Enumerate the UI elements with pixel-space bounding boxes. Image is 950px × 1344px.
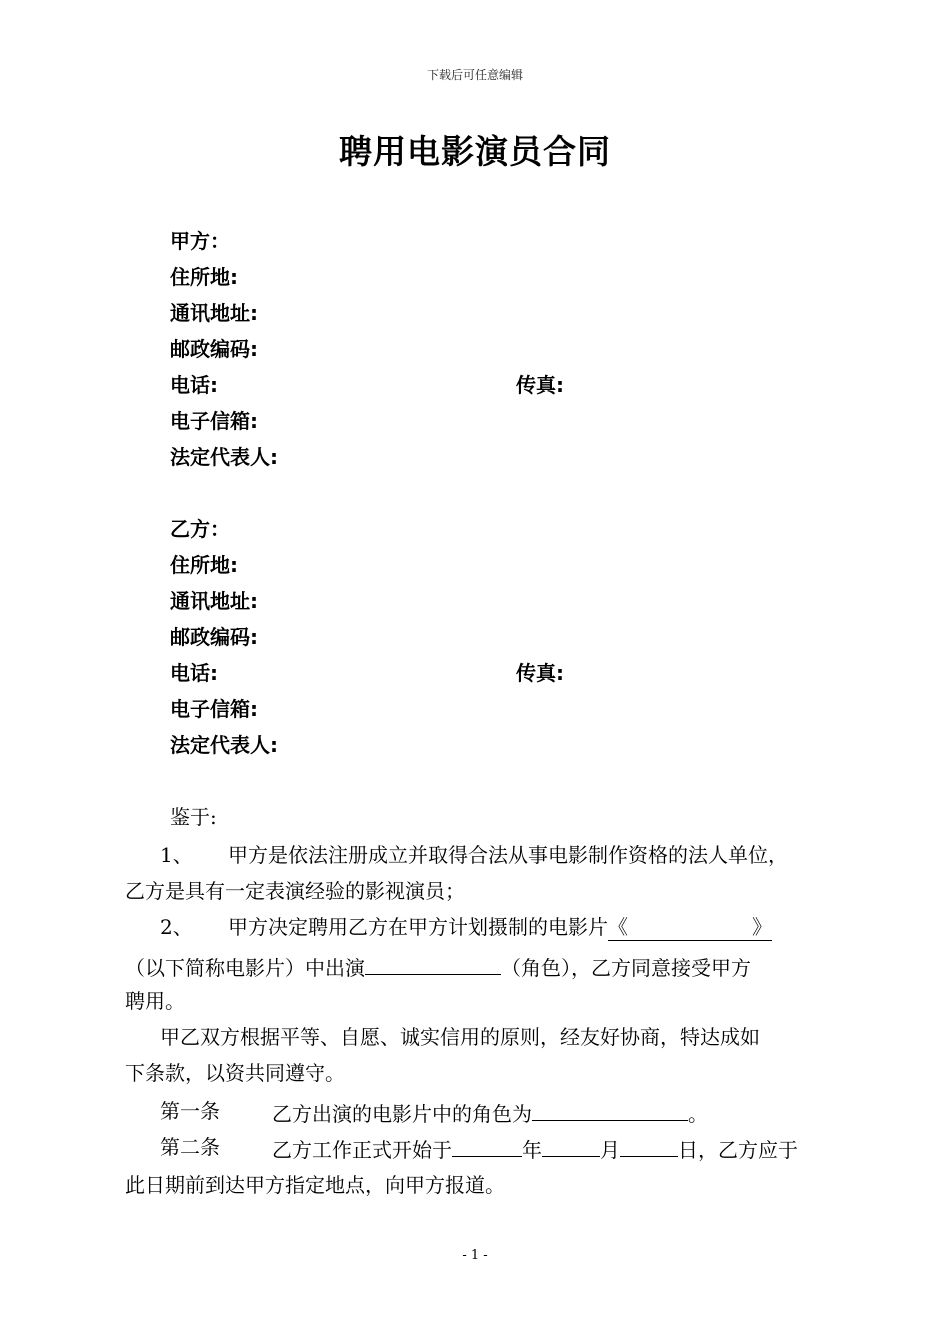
recital-2-text [228, 914, 772, 941]
principle-line-1: 甲乙双方根据平等、自愿、诚实信用的原则，经友好协商，特达成如 [160, 1025, 760, 1049]
start-month-blank [542, 1134, 600, 1157]
party-a-heading: 甲方： [170, 229, 230, 253]
recitals-intro: 鉴于: [170, 805, 217, 829]
article-1-text: 乙方出演的电影片中的角色为 。 [272, 1098, 708, 1127]
recital-2-continuation [125, 952, 751, 981]
party-b-postcode-label: 邮政编码: [170, 625, 258, 649]
start-year-blank [452, 1134, 522, 1157]
party-a-postcode-label: 邮政编码: [170, 337, 258, 361]
party-a-fax-label: 传真: [516, 373, 564, 397]
document-title: 聘用电影演员合同 [339, 132, 611, 171]
party-a-email-label: 电子信箱: [170, 409, 258, 433]
recital-1-text: 甲方是依法注册成立并取得合法从事电影制作资格的法人单位， [228, 843, 788, 867]
film-title-blank: 《 》 [608, 915, 772, 939]
page-number: - 1 - [462, 1248, 488, 1263]
party-a-mailing-label: 通讯地址: [170, 301, 258, 325]
article-2-label: 第二条 [160, 1135, 220, 1159]
recital-1-continuation: 乙方是具有一定表演经验的影视演员； [125, 879, 465, 903]
party-a-phone-label: 电话: [170, 373, 218, 397]
party-a-address-label: 住所地: [170, 265, 238, 289]
article-2-text: 乙方工作正式开始于 年 月 日，乙方应于 [272, 1134, 798, 1163]
party-b-phone-label: 电话: [170, 661, 218, 685]
recital-2-lead: 甲方决定聘用乙方在甲方计划摄制的电影片 [228, 915, 608, 939]
recital-2-cont-b: （角色），乙方同意接受甲方 [501, 956, 751, 980]
article-1-label: 第一条 [160, 1099, 220, 1123]
recital-2-cont-a: （以下简称电影片）中出演 [125, 956, 365, 980]
party-b-address-label: 住所地: [170, 553, 238, 577]
party-a-rep-label: 法定代表人: [170, 445, 278, 469]
article-2-continuation: 此日期前到达甲方指定地点，向甲方报道。 [125, 1173, 505, 1197]
recital-2-number: 2、 [160, 915, 193, 939]
party-b-heading: 乙方： [170, 517, 230, 541]
role-blank [365, 952, 501, 975]
start-day-blank [620, 1134, 678, 1157]
article-1-role-blank [532, 1098, 688, 1121]
principle-line-2: 下条款，以资共同遵守。 [125, 1061, 345, 1085]
party-b-rep-label: 法定代表人: [170, 733, 278, 757]
party-b-email-label: 电子信箱: [170, 697, 258, 721]
party-b-mailing-label: 通讯地址: [170, 589, 258, 613]
party-b-fax-label: 传真: [516, 661, 564, 685]
recital-2-cont-c: 聘用。 [125, 989, 185, 1013]
recital-1-number: 1、 [160, 843, 193, 867]
page-header-note: 下载后可任意编辑 [426, 68, 523, 82]
